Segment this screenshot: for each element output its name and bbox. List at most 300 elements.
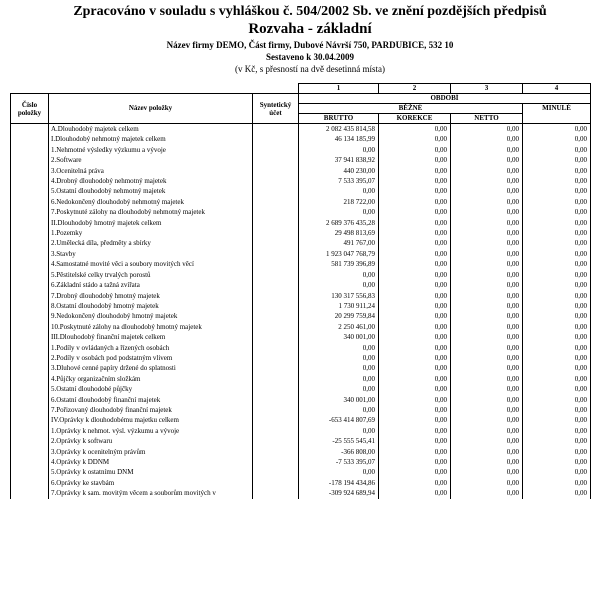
table-row: [11, 343, 591, 353]
row-synthetic-account: [253, 322, 299, 332]
row-item-number: [11, 374, 49, 384]
row-netto: 0,00: [451, 436, 523, 446]
row-netto: 0,00: [451, 228, 523, 238]
col-header-netto: NETTO: [451, 114, 523, 124]
row-netto: 0,00: [451, 301, 523, 311]
row-item-number: [11, 291, 49, 301]
row-netto: 0,00: [451, 447, 523, 457]
table-row: [11, 176, 591, 186]
row-korekce: 0,00: [379, 218, 451, 228]
row-korekce: 0,00: [379, 301, 451, 311]
row-netto: 0,00: [451, 280, 523, 290]
table-row: [11, 145, 591, 155]
table-row: [11, 363, 591, 373]
row-korekce: 0,00: [379, 426, 451, 436]
row-minule: 0,00: [523, 343, 591, 353]
row-brutto: 0,00: [299, 426, 379, 436]
row-name: 7.Poskytnuté zálohy na dlouhodobý nehmotný majetek: [49, 207, 253, 217]
row-brutto: 0,00: [299, 145, 379, 155]
row-name: 4.Půjčky organizačním složkám: [49, 374, 253, 384]
report-subtitle: Rozvaha - základní: [248, 21, 372, 37]
row-name: 2.Umělecká díla, předměty a sbírky: [49, 238, 253, 248]
row-netto: 0,00: [451, 353, 523, 363]
header-row-period: [11, 94, 591, 104]
row-netto: 0,00: [451, 124, 523, 135]
table-row: [11, 426, 591, 436]
row-netto: 0,00: [451, 186, 523, 196]
col-number-4: 4: [523, 84, 591, 94]
row-name: 4.Oprávky k DDNM: [49, 457, 253, 467]
row-brutto: -366 808,00: [299, 447, 379, 457]
row-name: 1.Nehmotné výsledky výzkumu a vývoje: [49, 145, 253, 155]
row-brutto: 1 923 047 768,79: [299, 249, 379, 259]
row-item-number: [11, 322, 49, 332]
row-name: 5.Oprávky k ostatnímu DNM: [49, 467, 253, 477]
row-item-number: [11, 311, 49, 321]
row-name: A.Dlouhodobý majetek celkem: [49, 124, 253, 135]
row-brutto: 218 722,00: [299, 197, 379, 207]
row-item-number: [11, 259, 49, 269]
row-netto: 0,00: [451, 291, 523, 301]
row-brutto: 7 533 395,07: [299, 176, 379, 186]
row-item-number: [11, 134, 49, 144]
row-name: 5.Pěstitelské celky trvalých porostů: [49, 270, 253, 280]
row-korekce: 0,00: [379, 332, 451, 342]
row-synthetic-account: [253, 134, 299, 144]
row-minule: 0,00: [523, 311, 591, 321]
row-korekce: 0,00: [379, 228, 451, 238]
row-minule: 0,00: [523, 488, 591, 498]
row-item-number: [11, 207, 49, 217]
row-minule: 0,00: [523, 478, 591, 488]
row-minule: 0,00: [523, 436, 591, 446]
row-minule: 0,00: [523, 207, 591, 217]
table-row: [11, 457, 591, 467]
row-name: 8.Ostatní dlouhodobý hmotný majetek: [49, 301, 253, 311]
row-netto: 0,00: [451, 259, 523, 269]
row-korekce: 0,00: [379, 124, 451, 135]
row-minule: 0,00: [523, 363, 591, 373]
row-brutto: 0,00: [299, 467, 379, 477]
table-row: [11, 353, 591, 363]
units-note: (v Kč, s přesností na dvě desetinná místa): [235, 64, 385, 74]
table-row: [11, 218, 591, 228]
row-name: 3.Stavby: [49, 249, 253, 259]
row-minule: 0,00: [523, 238, 591, 248]
row-brutto: 0,00: [299, 207, 379, 217]
table-row: [11, 311, 591, 321]
row-minule: 0,00: [523, 134, 591, 144]
row-korekce: 0,00: [379, 384, 451, 394]
row-netto: 0,00: [451, 478, 523, 488]
col-header-previous: MINULÉ: [523, 104, 591, 124]
col-header-synthetic-account: Syntetický účet: [253, 94, 299, 124]
row-item-number: [11, 166, 49, 176]
row-name: 9.Nedokončený dlouhodobý hmotný majetek: [49, 311, 253, 321]
row-netto: 0,00: [451, 343, 523, 353]
row-korekce: 0,00: [379, 405, 451, 415]
row-item-number: [11, 155, 49, 165]
row-brutto: 440 230,00: [299, 166, 379, 176]
row-korekce: 0,00: [379, 395, 451, 405]
row-item-number: [11, 280, 49, 290]
row-item-number: [11, 436, 49, 446]
row-korekce: 0,00: [379, 249, 451, 259]
row-minule: 0,00: [523, 332, 591, 342]
row-item-number: [11, 457, 49, 467]
row-brutto: 2 250 461,00: [299, 322, 379, 332]
row-item-number: [11, 197, 49, 207]
row-brutto: 0,00: [299, 270, 379, 280]
row-item-number: [11, 353, 49, 363]
row-name: 4.Drobný dlouhodobý nehmotný majetek: [49, 176, 253, 186]
row-synthetic-account: [253, 249, 299, 259]
row-synthetic-account: [253, 353, 299, 363]
row-synthetic-account: [253, 228, 299, 238]
row-item-number: [11, 426, 49, 436]
row-synthetic-account: [253, 478, 299, 488]
row-netto: 0,00: [451, 166, 523, 176]
row-minule: 0,00: [523, 155, 591, 165]
table-row: [11, 415, 591, 425]
row-korekce: 0,00: [379, 270, 451, 280]
row-korekce: 0,00: [379, 238, 451, 248]
table-row: [11, 488, 591, 498]
row-minule: 0,00: [523, 197, 591, 207]
row-minule: 0,00: [523, 322, 591, 332]
row-item-number: [11, 145, 49, 155]
row-brutto: 1 730 911,24: [299, 301, 379, 311]
table-row: [11, 197, 591, 207]
row-brutto: 130 317 556,83: [299, 291, 379, 301]
table-row: [11, 280, 591, 290]
row-brutto: 0,00: [299, 343, 379, 353]
row-korekce: 0,00: [379, 291, 451, 301]
row-item-number: [11, 395, 49, 405]
row-item-number: [11, 332, 49, 342]
row-netto: 0,00: [451, 218, 523, 228]
row-korekce: 0,00: [379, 259, 451, 269]
table-row: [11, 166, 591, 176]
table-row: [11, 124, 591, 135]
row-minule: 0,00: [523, 228, 591, 238]
row-brutto: 491 767,00: [299, 238, 379, 248]
row-synthetic-account: [253, 197, 299, 207]
row-synthetic-account: [253, 436, 299, 446]
row-name: 2.Podíly v osobách pod podstatným vlivem: [49, 353, 253, 363]
table-row: [11, 447, 591, 457]
row-brutto: 29 498 813,69: [299, 228, 379, 238]
row-netto: 0,00: [451, 426, 523, 436]
row-korekce: 0,00: [379, 353, 451, 363]
row-korekce: 0,00: [379, 176, 451, 186]
row-item-number: [11, 124, 49, 135]
table-row: [11, 291, 591, 301]
row-netto: 0,00: [451, 374, 523, 384]
row-minule: 0,00: [523, 374, 591, 384]
report-title: Zpracováno v souladu s vyhláškou č. 504/2002 Sb. ve znění pozdějších předpisů: [73, 4, 547, 19]
row-netto: 0,00: [451, 405, 523, 415]
row-brutto: 0,00: [299, 405, 379, 415]
compiled-date: Sestaveno k 30.04.2009: [265, 52, 354, 62]
row-name: 6.Oprávky ke stavbám: [49, 478, 253, 488]
row-minule: 0,00: [523, 186, 591, 196]
row-korekce: 0,00: [379, 478, 451, 488]
row-synthetic-account: [253, 291, 299, 301]
row-korekce: 0,00: [379, 374, 451, 384]
row-netto: 0,00: [451, 155, 523, 165]
row-korekce: 0,00: [379, 145, 451, 155]
row-synthetic-account: [253, 363, 299, 373]
table-row: [11, 228, 591, 238]
row-synthetic-account: [253, 467, 299, 477]
row-minule: 0,00: [523, 415, 591, 425]
table-row: [11, 436, 591, 446]
table-row: [11, 207, 591, 217]
row-korekce: 0,00: [379, 207, 451, 217]
row-item-number: [11, 415, 49, 425]
row-korekce: 0,00: [379, 436, 451, 446]
row-name: 5.Ostatní dlouhodobé půjčky: [49, 384, 253, 394]
row-korekce: 0,00: [379, 197, 451, 207]
row-synthetic-account: [253, 238, 299, 248]
row-korekce: 0,00: [379, 447, 451, 457]
row-item-number: [11, 218, 49, 228]
row-minule: 0,00: [523, 353, 591, 363]
table-row: [11, 301, 591, 311]
row-item-number: [11, 249, 49, 259]
row-item-number: [11, 270, 49, 280]
row-brutto: 581 739 396,89: [299, 259, 379, 269]
row-minule: 0,00: [523, 249, 591, 259]
row-synthetic-account: [253, 145, 299, 155]
table-row: [11, 134, 591, 144]
row-korekce: 0,00: [379, 311, 451, 321]
row-name: 6.Ostatní dlouhodobý finanční majetek: [49, 395, 253, 405]
row-brutto: -653 414 807,69: [299, 415, 379, 425]
row-name: 6.Nedokončený dlouhodobý nehmotný majetek: [49, 197, 253, 207]
row-synthetic-account: [253, 488, 299, 498]
row-synthetic-account: [253, 426, 299, 436]
row-minule: 0,00: [523, 145, 591, 155]
row-synthetic-account: [253, 270, 299, 280]
row-name: 5.Ostatní dlouhodobý nehmotný majetek: [49, 186, 253, 196]
row-minule: 0,00: [523, 176, 591, 186]
row-synthetic-account: [253, 301, 299, 311]
row-brutto: -25 555 545,41: [299, 436, 379, 446]
row-netto: 0,00: [451, 488, 523, 498]
row-korekce: 0,00: [379, 343, 451, 353]
row-minule: 0,00: [523, 291, 591, 301]
table-row: [11, 478, 591, 488]
row-netto: 0,00: [451, 145, 523, 155]
row-minule: 0,00: [523, 218, 591, 228]
row-name: 2.Oprávky k softwaru: [49, 436, 253, 446]
row-minule: 0,00: [523, 270, 591, 280]
row-korekce: 0,00: [379, 322, 451, 332]
row-brutto: 0,00: [299, 384, 379, 394]
row-item-number: [11, 343, 49, 353]
row-synthetic-account: [253, 186, 299, 196]
row-netto: 0,00: [451, 363, 523, 373]
row-synthetic-account: [253, 405, 299, 415]
table-row: [11, 249, 591, 259]
row-synthetic-account: [253, 332, 299, 342]
table-row: [11, 322, 591, 332]
row-netto: 0,00: [451, 384, 523, 394]
row-minule: 0,00: [523, 426, 591, 436]
company-info: Název firmy DEMO, Část firmy, Dubové Návrší 750, PARDUBICE, 532 10: [166, 40, 454, 50]
row-brutto: 37 941 838,92: [299, 155, 379, 165]
row-brutto: 340 001,00: [299, 332, 379, 342]
row-netto: 0,00: [451, 176, 523, 186]
col-header-korekce: KOREKCE: [379, 114, 451, 124]
row-netto: 0,00: [451, 207, 523, 217]
row-item-number: [11, 478, 49, 488]
table-row: [11, 155, 591, 165]
row-minule: 0,00: [523, 301, 591, 311]
row-brutto: 340 001,00: [299, 395, 379, 405]
table-row: [11, 395, 591, 405]
row-synthetic-account: [253, 218, 299, 228]
row-item-number: [11, 186, 49, 196]
row-korekce: 0,00: [379, 166, 451, 176]
row-korekce: 0,00: [379, 415, 451, 425]
row-synthetic-account: [253, 395, 299, 405]
row-minule: 0,00: [523, 447, 591, 457]
row-netto: 0,00: [451, 197, 523, 207]
row-synthetic-account: [253, 166, 299, 176]
row-minule: 0,00: [523, 124, 591, 135]
row-synthetic-account: [253, 259, 299, 269]
table-row: [11, 238, 591, 248]
col-header-item-name: Název položky: [49, 94, 253, 124]
row-netto: 0,00: [451, 134, 523, 144]
row-name: 7.Drobný dlouhodobý hmotný majetek: [49, 291, 253, 301]
row-name: I.Dlouhodobý nehmotný majetek celkem: [49, 134, 253, 144]
row-name: 2.Software: [49, 155, 253, 165]
row-brutto: 2 082 435 814,58: [299, 124, 379, 135]
row-korekce: 0,00: [379, 155, 451, 165]
row-brutto: 46 134 185,99: [299, 134, 379, 144]
table-row: [11, 186, 591, 196]
row-name: 1.Podíly v ovládaných a řízených osobách: [49, 343, 253, 353]
row-name: 10.Poskytnuté zálohy na dlouhodobý hmotný majetek: [49, 322, 253, 332]
row-brutto: 20 299 759,84: [299, 311, 379, 321]
col-header-brutto: BRUTTO: [299, 114, 379, 124]
row-netto: 0,00: [451, 270, 523, 280]
row-item-number: [11, 447, 49, 457]
row-name: 3.Oprávky k ocenitelným právům: [49, 447, 253, 457]
row-item-number: [11, 488, 49, 498]
row-synthetic-account: [253, 384, 299, 394]
row-synthetic-account: [253, 343, 299, 353]
row-synthetic-account: [253, 207, 299, 217]
row-netto: 0,00: [451, 415, 523, 425]
row-name: III.Dlouhodobý finanční majetek celkem: [49, 332, 253, 342]
row-synthetic-account: [253, 415, 299, 425]
row-brutto: 0,00: [299, 353, 379, 363]
row-korekce: 0,00: [379, 280, 451, 290]
row-minule: 0,00: [523, 259, 591, 269]
row-minule: 0,00: [523, 280, 591, 290]
row-minule: 0,00: [523, 457, 591, 467]
row-synthetic-account: [253, 176, 299, 186]
row-item-number: [11, 238, 49, 248]
row-item-number: [11, 301, 49, 311]
col-number-3: 3: [451, 84, 523, 94]
row-brutto: 0,00: [299, 280, 379, 290]
row-name: 1.Oprávky k nehmot. výsl. výzkumu a vývoje: [49, 426, 253, 436]
row-name: 7.Oprávky k sam. movitým věcem a souborům movitých v: [49, 488, 253, 498]
col-header-item-number: Číslo položky: [11, 94, 49, 124]
table-row: [11, 384, 591, 394]
row-brutto: -178 194 434,86: [299, 478, 379, 488]
row-netto: 0,00: [451, 332, 523, 342]
row-synthetic-account: [253, 447, 299, 457]
balance-sheet-table: [10, 83, 591, 499]
row-minule: 0,00: [523, 395, 591, 405]
row-name: II.Dlouhodobý hmotný majetek celkem: [49, 218, 253, 228]
row-korekce: 0,00: [379, 457, 451, 467]
table-row: [11, 405, 591, 415]
row-name: 3.Ocenitelná práva: [49, 166, 253, 176]
table-row: [11, 270, 591, 280]
row-item-number: [11, 228, 49, 238]
table-row: [11, 374, 591, 384]
row-brutto: 0,00: [299, 374, 379, 384]
row-item-number: [11, 405, 49, 415]
row-korekce: 0,00: [379, 134, 451, 144]
col-number-2: 2: [379, 84, 451, 94]
row-netto: 0,00: [451, 238, 523, 248]
row-synthetic-account: [253, 457, 299, 467]
row-brutto: 2 689 376 435,28: [299, 218, 379, 228]
table-row: [11, 259, 591, 269]
col-header-current: BĚŽNÉ: [299, 104, 523, 114]
row-korekce: 0,00: [379, 488, 451, 498]
row-name: IV.Oprávky k dlouhodobému majetku celkem: [49, 415, 253, 425]
row-netto: 0,00: [451, 322, 523, 332]
row-brutto: -7 533 395,07: [299, 457, 379, 467]
col-number-1: 1: [299, 84, 379, 94]
row-name: 4.Samostatné movité věci a soubory movitých věcí: [49, 259, 253, 269]
col-header-period: OBDOBÍ: [299, 94, 591, 104]
row-brutto: 0,00: [299, 186, 379, 196]
row-synthetic-account: [253, 374, 299, 384]
row-item-number: [11, 467, 49, 477]
row-netto: 0,00: [451, 395, 523, 405]
row-item-number: [11, 176, 49, 186]
row-synthetic-account: [253, 124, 299, 135]
row-synthetic-account: [253, 155, 299, 165]
row-minule: 0,00: [523, 405, 591, 415]
row-name: 7.Pořizovaný dlouhodobý finanční majetek: [49, 405, 253, 415]
row-minule: 0,00: [523, 467, 591, 477]
row-item-number: [11, 384, 49, 394]
row-minule: 0,00: [523, 384, 591, 394]
row-brutto: -309 924 689,94: [299, 488, 379, 498]
row-korekce: 0,00: [379, 363, 451, 373]
table-row: [11, 467, 591, 477]
row-synthetic-account: [253, 311, 299, 321]
row-netto: 0,00: [451, 311, 523, 321]
row-brutto: 0,00: [299, 363, 379, 373]
row-item-number: [11, 363, 49, 373]
row-name: 6.Základní stádo a tažná zvířata: [49, 280, 253, 290]
row-netto: 0,00: [451, 467, 523, 477]
row-netto: 0,00: [451, 249, 523, 259]
